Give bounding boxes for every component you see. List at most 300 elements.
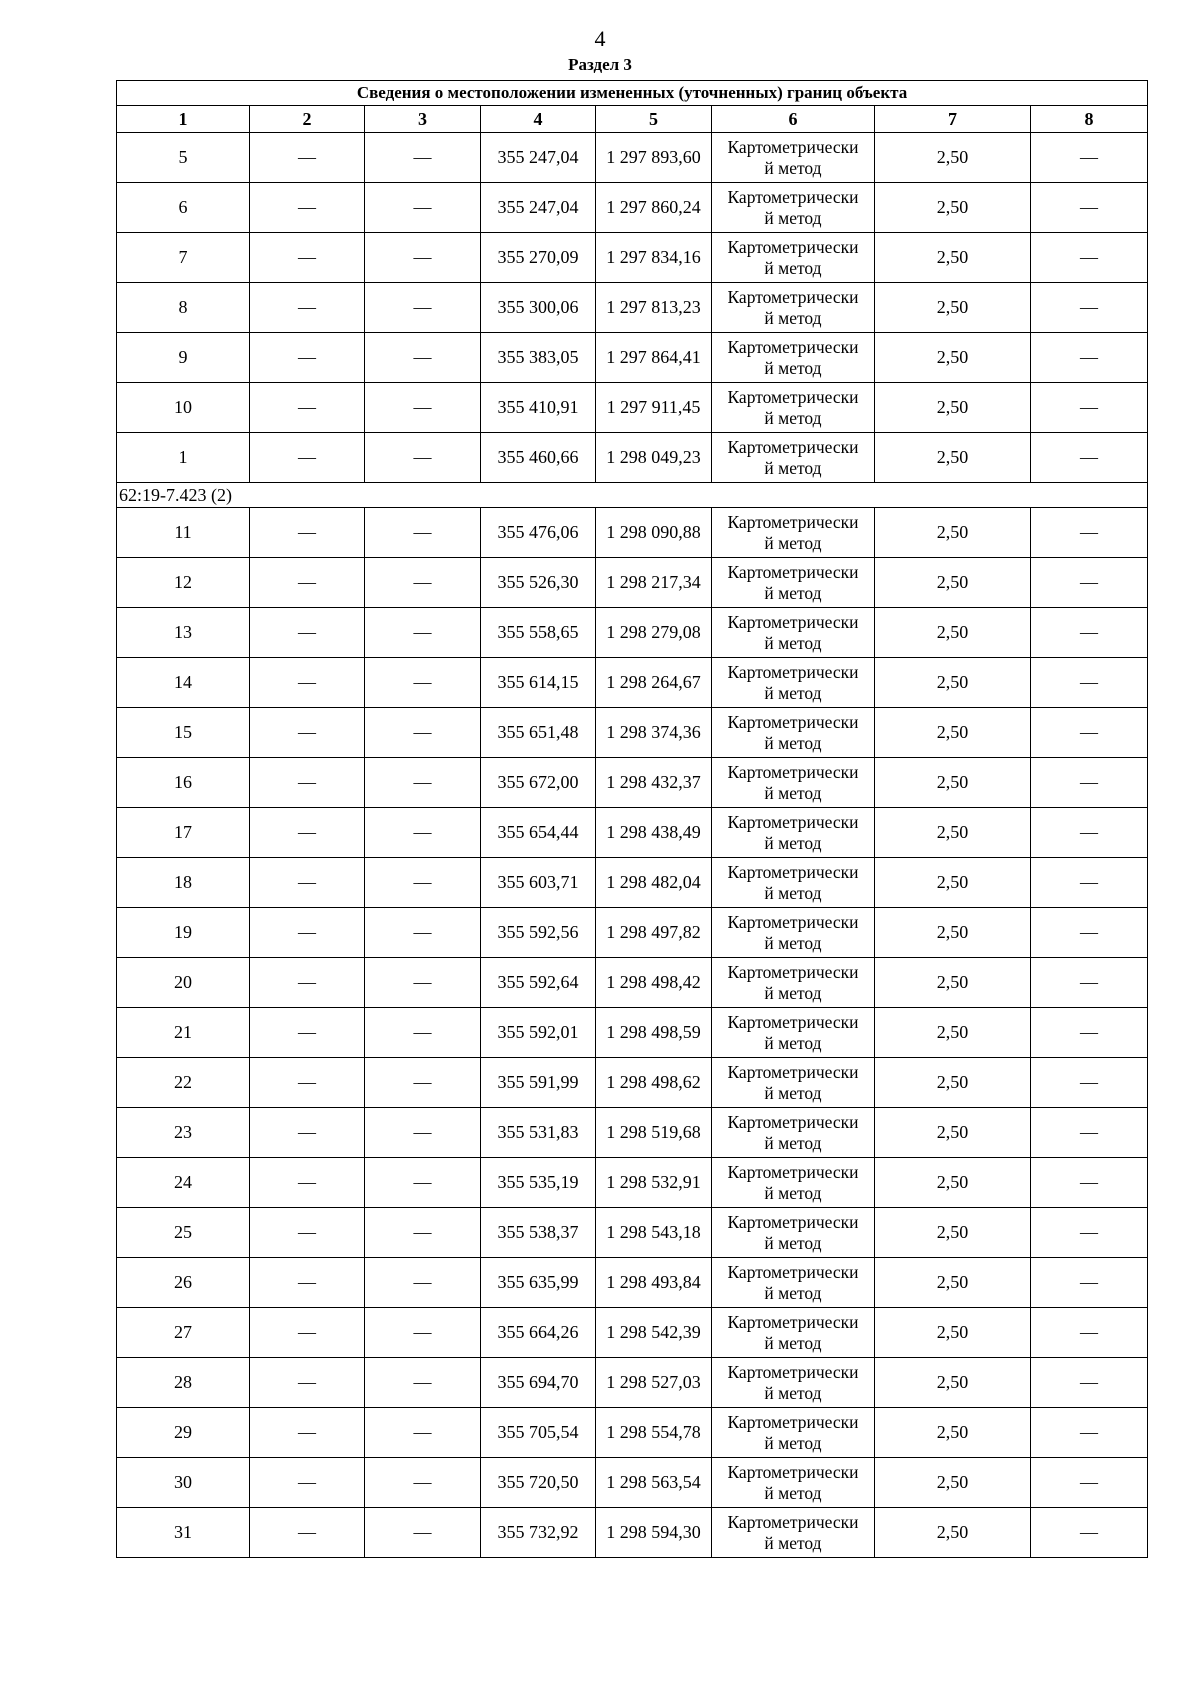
point-number-cell: 17 xyxy=(117,808,250,858)
table-row xyxy=(117,858,1148,908)
dash-cell: — xyxy=(1031,1058,1148,1108)
accuracy-cell: 2,50 xyxy=(875,233,1031,283)
dash-cell: — xyxy=(365,183,481,233)
method-cell xyxy=(712,1508,875,1558)
table-caption: Сведения о местоположении измененных (уточненных) границ объекта xyxy=(117,81,1148,106)
method-text-line: й метод xyxy=(764,1032,822,1053)
method-cell xyxy=(712,1008,875,1058)
accuracy-cell: 2,50 xyxy=(875,1208,1031,1258)
table-row xyxy=(117,1008,1148,1058)
method-text-line: Картометрически xyxy=(727,236,859,257)
dash-cell: — xyxy=(250,708,365,758)
point-number-cell: 7 xyxy=(117,233,250,283)
point-number-cell: 22 xyxy=(117,1058,250,1108)
accuracy-cell: 2,50 xyxy=(875,1258,1031,1308)
point-number-cell: 23 xyxy=(117,1108,250,1158)
column-number-row xyxy=(117,106,1148,133)
method-text-line: й метод xyxy=(764,1382,822,1403)
table-row xyxy=(117,758,1148,808)
dash-cell: — xyxy=(1031,1208,1148,1258)
dash-cell: — xyxy=(250,1258,365,1308)
accuracy-cell: 2,50 xyxy=(875,558,1031,608)
x-coordinate-cell: 355 538,37 xyxy=(481,1208,596,1258)
dash-cell: — xyxy=(1031,658,1148,708)
accuracy-cell: 2,50 xyxy=(875,508,1031,558)
point-number-cell: 30 xyxy=(117,1458,250,1508)
y-coordinate-cell: 1 298 498,59 xyxy=(596,1008,712,1058)
y-coordinate-cell: 1 298 498,42 xyxy=(596,958,712,1008)
dash-cell: — xyxy=(250,333,365,383)
column-number: 8 xyxy=(1031,106,1148,133)
dash-cell: — xyxy=(250,233,365,283)
y-coordinate-cell: 1 297 813,23 xyxy=(596,283,712,333)
point-number-cell: 31 xyxy=(117,1508,250,1558)
method-cell xyxy=(712,658,875,708)
table-row xyxy=(117,608,1148,658)
method-text-line: й метод xyxy=(764,1132,822,1153)
method-cell xyxy=(712,283,875,333)
method-text-line: Картометрически xyxy=(727,1161,859,1182)
point-number-cell: 19 xyxy=(117,908,250,958)
method-text-line: Картометрически xyxy=(727,386,859,407)
accuracy-cell: 2,50 xyxy=(875,808,1031,858)
dash-cell: — xyxy=(365,758,481,808)
y-coordinate-cell: 1 298 090,88 xyxy=(596,508,712,558)
table-row xyxy=(117,508,1148,558)
column-number: 1 xyxy=(117,106,250,133)
accuracy-cell: 2,50 xyxy=(875,1008,1031,1058)
dash-cell: — xyxy=(250,608,365,658)
x-coordinate-cell: 355 526,30 xyxy=(481,558,596,608)
x-coordinate-cell: 355 270,09 xyxy=(481,233,596,283)
method-text-line: Картометрически xyxy=(727,1211,859,1232)
contour-group-row xyxy=(117,483,1148,508)
method-text-line: й метод xyxy=(764,532,822,553)
table-row xyxy=(117,383,1148,433)
method-cell xyxy=(712,558,875,608)
dash-cell: — xyxy=(250,1058,365,1108)
x-coordinate-cell: 355 614,15 xyxy=(481,658,596,708)
method-text-line: Картометрически xyxy=(727,811,859,832)
dash-cell: — xyxy=(365,1008,481,1058)
x-coordinate-cell: 355 247,04 xyxy=(481,133,596,183)
method-cell xyxy=(712,858,875,908)
accuracy-cell: 2,50 xyxy=(875,1358,1031,1408)
method-cell xyxy=(712,1308,875,1358)
method-text-line: Картометрически xyxy=(727,711,859,732)
method-text-line: Картометрически xyxy=(727,561,859,582)
dash-cell: — xyxy=(250,758,365,808)
method-text-line: й метод xyxy=(764,932,822,953)
dash-cell: — xyxy=(1031,1158,1148,1208)
column-number: 6 xyxy=(712,106,875,133)
method-cell xyxy=(712,1158,875,1208)
dash-cell: — xyxy=(250,858,365,908)
y-coordinate-cell: 1 298 049,23 xyxy=(596,433,712,483)
method-text-line: Картометрически xyxy=(727,136,859,157)
dash-cell: — xyxy=(1031,908,1148,958)
x-coordinate-cell: 355 720,50 xyxy=(481,1458,596,1508)
y-coordinate-cell: 1 298 493,84 xyxy=(596,1258,712,1308)
method-cell xyxy=(712,333,875,383)
dash-cell: — xyxy=(365,1208,481,1258)
method-text-line: й метод xyxy=(764,257,822,278)
accuracy-cell: 2,50 xyxy=(875,1458,1031,1508)
method-text-line: й метод xyxy=(764,732,822,753)
dash-cell: — xyxy=(250,658,365,708)
table-row xyxy=(117,808,1148,858)
dash-cell: — xyxy=(365,433,481,483)
y-coordinate-cell: 1 297 911,45 xyxy=(596,383,712,433)
method-text-line: Картометрически xyxy=(727,911,859,932)
dash-cell: — xyxy=(365,1408,481,1458)
method-cell xyxy=(712,608,875,658)
dash-cell: — xyxy=(1031,1358,1148,1408)
dash-cell: — xyxy=(365,1308,481,1358)
x-coordinate-cell: 355 247,04 xyxy=(481,183,596,233)
dash-cell: — xyxy=(365,958,481,1008)
accuracy-cell: 2,50 xyxy=(875,433,1031,483)
table-row xyxy=(117,1508,1148,1558)
dash-cell: — xyxy=(365,658,481,708)
method-text-line: Картометрически xyxy=(727,286,859,307)
dash-cell: — xyxy=(1031,558,1148,608)
dash-cell: — xyxy=(1031,233,1148,283)
table-row xyxy=(117,658,1148,708)
accuracy-cell: 2,50 xyxy=(875,283,1031,333)
dash-cell: — xyxy=(1031,1008,1148,1058)
y-coordinate-cell: 1 298 497,82 xyxy=(596,908,712,958)
accuracy-cell: 2,50 xyxy=(875,1308,1031,1358)
point-number-cell: 14 xyxy=(117,658,250,708)
x-coordinate-cell: 355 592,01 xyxy=(481,1008,596,1058)
point-number-cell: 18 xyxy=(117,858,250,908)
table-row xyxy=(117,1158,1148,1208)
x-coordinate-cell: 355 651,48 xyxy=(481,708,596,758)
point-number-cell: 26 xyxy=(117,1258,250,1308)
y-coordinate-cell: 1 298 532,91 xyxy=(596,1158,712,1208)
y-coordinate-cell: 1 298 279,08 xyxy=(596,608,712,658)
x-coordinate-cell: 355 592,56 xyxy=(481,908,596,958)
contour-label: 62:19-7.423 (2) xyxy=(117,483,1148,508)
point-number-cell: 9 xyxy=(117,333,250,383)
dash-cell: — xyxy=(1031,283,1148,333)
point-number-cell: 16 xyxy=(117,758,250,808)
dash-cell: — xyxy=(365,1458,481,1508)
y-coordinate-cell: 1 298 374,36 xyxy=(596,708,712,758)
method-cell xyxy=(712,1458,875,1508)
dash-cell: — xyxy=(365,283,481,333)
method-text-line: й метод xyxy=(764,682,822,703)
method-text-line: Картометрически xyxy=(727,861,859,882)
dash-cell: — xyxy=(250,1208,365,1258)
y-coordinate-cell: 1 298 432,37 xyxy=(596,758,712,808)
method-text-line: Картометрически xyxy=(727,661,859,682)
accuracy-cell: 2,50 xyxy=(875,958,1031,1008)
column-number: 2 xyxy=(250,106,365,133)
point-number-cell: 11 xyxy=(117,508,250,558)
dash-cell: — xyxy=(1031,958,1148,1008)
dash-cell: — xyxy=(365,1258,481,1308)
dash-cell: — xyxy=(365,908,481,958)
accuracy-cell: 2,50 xyxy=(875,608,1031,658)
method-text-line: й метод xyxy=(764,582,822,603)
method-text-line: й метод xyxy=(764,157,822,178)
accuracy-cell: 2,50 xyxy=(875,908,1031,958)
point-number-cell: 12 xyxy=(117,558,250,608)
method-cell xyxy=(712,758,875,808)
accuracy-cell: 2,50 xyxy=(875,183,1031,233)
dash-cell: — xyxy=(1031,1508,1148,1558)
dash-cell: — xyxy=(250,433,365,483)
table-row xyxy=(117,908,1148,958)
point-number-cell: 28 xyxy=(117,1358,250,1408)
accuracy-cell: 2,50 xyxy=(875,383,1031,433)
dash-cell: — xyxy=(1031,508,1148,558)
method-text-line: й метод xyxy=(764,832,822,853)
y-coordinate-cell: 1 298 438,49 xyxy=(596,808,712,858)
dash-cell: — xyxy=(1031,708,1148,758)
dash-cell: — xyxy=(250,133,365,183)
y-coordinate-cell: 1 298 482,04 xyxy=(596,858,712,908)
method-text-line: й метод xyxy=(764,457,822,478)
y-coordinate-cell: 1 298 519,68 xyxy=(596,1108,712,1158)
x-coordinate-cell: 355 664,26 xyxy=(481,1308,596,1358)
boundary-table xyxy=(116,80,1148,1558)
method-cell xyxy=(712,183,875,233)
x-coordinate-cell: 355 705,54 xyxy=(481,1408,596,1458)
y-coordinate-cell: 1 297 864,41 xyxy=(596,333,712,383)
table-row xyxy=(117,1308,1148,1358)
method-text-line: й метод xyxy=(764,782,822,803)
point-number-cell: 10 xyxy=(117,383,250,433)
dash-cell: — xyxy=(1031,758,1148,808)
x-coordinate-cell: 355 558,65 xyxy=(481,608,596,658)
method-text-line: й метод xyxy=(764,1082,822,1103)
method-text-line: й метод xyxy=(764,1182,822,1203)
method-cell xyxy=(712,1258,875,1308)
x-coordinate-cell: 355 460,66 xyxy=(481,433,596,483)
dash-cell: — xyxy=(250,1008,365,1058)
method-text-line: й метод xyxy=(764,1282,822,1303)
method-text-line: й метод xyxy=(764,1532,822,1553)
section-title: Раздел 3 xyxy=(568,55,632,74)
dash-cell: — xyxy=(365,133,481,183)
y-coordinate-cell: 1 298 594,30 xyxy=(596,1508,712,1558)
point-number-cell: 15 xyxy=(117,708,250,758)
column-number: 5 xyxy=(596,106,712,133)
table-row xyxy=(117,1258,1148,1308)
method-text-line: Картометрически xyxy=(727,1411,859,1432)
dash-cell: — xyxy=(1031,808,1148,858)
method-cell xyxy=(712,808,875,858)
method-cell xyxy=(712,1208,875,1258)
method-text-line: Картометрически xyxy=(727,761,859,782)
dash-cell: — xyxy=(250,383,365,433)
dash-cell: — xyxy=(365,383,481,433)
dash-cell: — xyxy=(1031,1408,1148,1458)
method-cell xyxy=(712,908,875,958)
point-number-cell: 20 xyxy=(117,958,250,1008)
method-text-line: й метод xyxy=(764,1432,822,1453)
x-coordinate-cell: 355 732,92 xyxy=(481,1508,596,1558)
table-row xyxy=(117,708,1148,758)
accuracy-cell: 2,50 xyxy=(875,1508,1031,1558)
point-number-cell: 6 xyxy=(117,183,250,233)
method-text-line: й метод xyxy=(764,357,822,378)
method-text-line: й метод xyxy=(764,1482,822,1503)
point-number-cell: 13 xyxy=(117,608,250,658)
dash-cell: — xyxy=(250,808,365,858)
dash-cell: — xyxy=(250,508,365,558)
x-coordinate-cell: 355 476,06 xyxy=(481,508,596,558)
accuracy-cell: 2,50 xyxy=(875,1408,1031,1458)
x-coordinate-cell: 355 410,91 xyxy=(481,383,596,433)
method-cell xyxy=(712,433,875,483)
accuracy-cell: 2,50 xyxy=(875,758,1031,808)
table-caption-row xyxy=(117,81,1148,106)
dash-cell: — xyxy=(1031,1108,1148,1158)
dash-cell: — xyxy=(1031,1458,1148,1508)
y-coordinate-cell: 1 297 893,60 xyxy=(596,133,712,183)
method-cell xyxy=(712,1408,875,1458)
accuracy-cell: 2,50 xyxy=(875,333,1031,383)
x-coordinate-cell: 355 635,99 xyxy=(481,1258,596,1308)
y-coordinate-cell: 1 297 834,16 xyxy=(596,233,712,283)
table-row xyxy=(117,283,1148,333)
method-text-line: Картометрически xyxy=(727,1511,859,1532)
method-cell xyxy=(712,958,875,1008)
column-number: 4 xyxy=(481,106,596,133)
accuracy-cell: 2,50 xyxy=(875,1058,1031,1108)
dash-cell: — xyxy=(250,1358,365,1408)
point-number-cell: 24 xyxy=(117,1158,250,1208)
x-coordinate-cell: 355 531,83 xyxy=(481,1108,596,1158)
method-text-line: й метод xyxy=(764,1232,822,1253)
table-row xyxy=(117,1358,1148,1408)
accuracy-cell: 2,50 xyxy=(875,133,1031,183)
point-number-cell: 1 xyxy=(117,433,250,483)
table-row xyxy=(117,1108,1148,1158)
method-text-line: й метод xyxy=(764,882,822,903)
dash-cell: — xyxy=(365,1058,481,1108)
dash-cell: — xyxy=(250,958,365,1008)
table-row xyxy=(117,1458,1148,1508)
table-row xyxy=(117,133,1148,183)
point-number-cell: 8 xyxy=(117,283,250,333)
dash-cell: — xyxy=(365,808,481,858)
method-text-line: Картометрически xyxy=(727,1361,859,1382)
method-text-line: Картометрически xyxy=(727,511,859,532)
dash-cell: — xyxy=(365,508,481,558)
method-text-line: Картометрически xyxy=(727,1111,859,1132)
x-coordinate-cell: 355 383,05 xyxy=(481,333,596,383)
method-text-line: Картометрически xyxy=(727,1011,859,1032)
dash-cell: — xyxy=(1031,183,1148,233)
accuracy-cell: 2,50 xyxy=(875,658,1031,708)
method-cell xyxy=(712,1358,875,1408)
x-coordinate-cell: 355 654,44 xyxy=(481,808,596,858)
method-cell xyxy=(712,383,875,433)
y-coordinate-cell: 1 297 860,24 xyxy=(596,183,712,233)
dash-cell: — xyxy=(365,608,481,658)
table-row xyxy=(117,183,1148,233)
dash-cell: — xyxy=(1031,383,1148,433)
point-number-cell: 29 xyxy=(117,1408,250,1458)
dash-cell: — xyxy=(250,1458,365,1508)
dash-cell: — xyxy=(250,183,365,233)
method-cell xyxy=(712,1058,875,1108)
column-number: 7 xyxy=(875,106,1031,133)
dash-cell: — xyxy=(365,1508,481,1558)
table-row xyxy=(117,1058,1148,1108)
y-coordinate-cell: 1 298 542,39 xyxy=(596,1308,712,1358)
column-number: 3 xyxy=(365,106,481,133)
method-text-line: й метод xyxy=(764,982,822,1003)
method-text-line: й метод xyxy=(764,1332,822,1353)
y-coordinate-cell: 1 298 563,54 xyxy=(596,1458,712,1508)
x-coordinate-cell: 355 535,19 xyxy=(481,1158,596,1208)
accuracy-cell: 2,50 xyxy=(875,708,1031,758)
dash-cell: — xyxy=(365,858,481,908)
method-text-line: Картометрически xyxy=(727,436,859,457)
dash-cell: — xyxy=(1031,608,1148,658)
method-text-line: Картометрически xyxy=(727,1461,859,1482)
method-cell xyxy=(712,508,875,558)
method-text-line: й метод xyxy=(764,407,822,428)
accuracy-cell: 2,50 xyxy=(875,858,1031,908)
method-cell xyxy=(712,233,875,283)
table-row xyxy=(117,1208,1148,1258)
dash-cell: — xyxy=(250,1308,365,1358)
dash-cell: — xyxy=(1031,1258,1148,1308)
x-coordinate-cell: 355 591,99 xyxy=(481,1058,596,1108)
accuracy-cell: 2,50 xyxy=(875,1108,1031,1158)
page-number: 4 xyxy=(594,26,606,51)
method-text-line: Картометрически xyxy=(727,1261,859,1282)
method-text-line: й метод xyxy=(764,207,822,228)
dash-cell: — xyxy=(250,908,365,958)
dash-cell: — xyxy=(250,1508,365,1558)
dash-cell: — xyxy=(1031,858,1148,908)
table-row xyxy=(117,958,1148,1008)
table-row xyxy=(117,233,1148,283)
x-coordinate-cell: 355 603,71 xyxy=(481,858,596,908)
accuracy-cell: 2,50 xyxy=(875,1158,1031,1208)
y-coordinate-cell: 1 298 527,03 xyxy=(596,1358,712,1408)
method-cell xyxy=(712,133,875,183)
dash-cell: — xyxy=(1031,133,1148,183)
x-coordinate-cell: 355 694,70 xyxy=(481,1358,596,1408)
x-coordinate-cell: 355 592,64 xyxy=(481,958,596,1008)
point-number-cell: 21 xyxy=(117,1008,250,1058)
dash-cell: — xyxy=(1031,333,1148,383)
point-number-cell: 27 xyxy=(117,1308,250,1358)
y-coordinate-cell: 1 298 264,67 xyxy=(596,658,712,708)
table-row xyxy=(117,558,1148,608)
dash-cell: — xyxy=(365,1358,481,1408)
dash-cell: — xyxy=(250,1408,365,1458)
method-text-line: й метод xyxy=(764,307,822,328)
table-row xyxy=(117,433,1148,483)
y-coordinate-cell: 1 298 543,18 xyxy=(596,1208,712,1258)
method-text-line: Картометрически xyxy=(727,186,859,207)
dash-cell: — xyxy=(365,233,481,283)
dash-cell: — xyxy=(250,1108,365,1158)
method-cell xyxy=(712,1108,875,1158)
dash-cell: — xyxy=(1031,1308,1148,1358)
method-text-line: Картометрически xyxy=(727,1061,859,1082)
